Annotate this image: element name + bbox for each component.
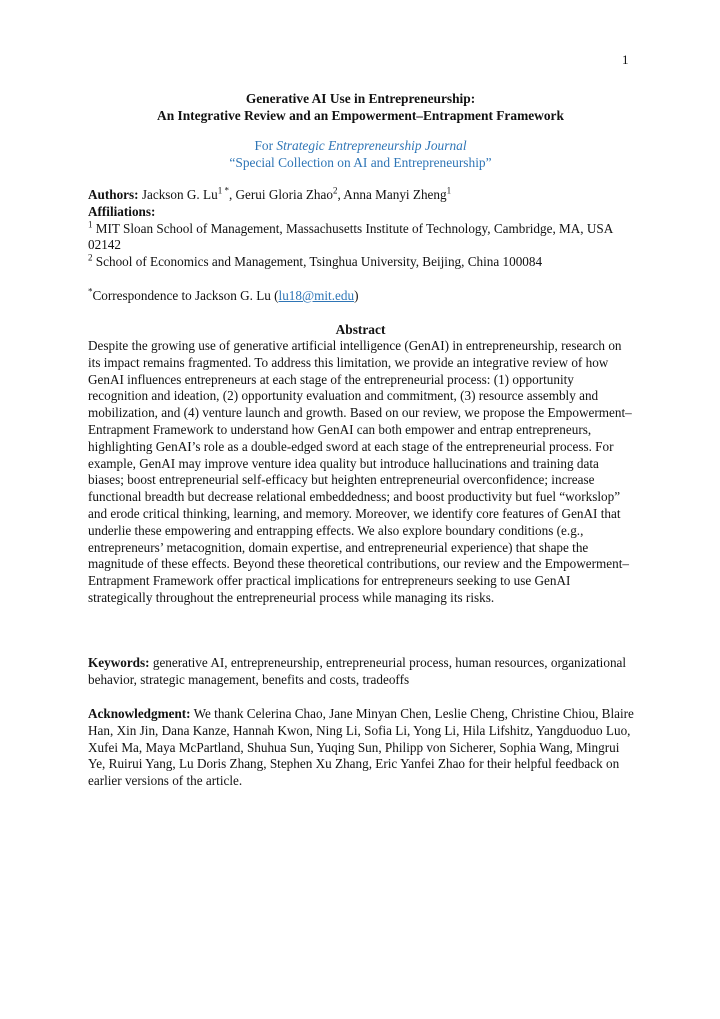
correspondence-text: Correspondence to Jackson G. Lu ( xyxy=(92,288,279,303)
journal-line xyxy=(88,137,633,154)
page-number: 1 xyxy=(622,52,629,67)
abstract-title: Abstract xyxy=(335,322,386,337)
journal-collection: “Special Collection on AI and Entrepreneurship” xyxy=(229,155,492,170)
correspondence-sup: * xyxy=(88,286,93,297)
keywords-block xyxy=(88,655,636,689)
affiliation-1-sup: 1 xyxy=(88,219,93,230)
affiliation-2-text: School of Economics and Management, Tsinghua University, Beijing, China 100084 xyxy=(92,254,543,270)
authors-label: Authors: xyxy=(88,187,139,202)
authors-line xyxy=(88,187,636,204)
journal-info xyxy=(88,137,633,171)
title-line-1: Generative AI Use in Entrepreneurship: xyxy=(245,91,476,106)
journal-prefix: For xyxy=(254,138,277,153)
acknowledgment-block xyxy=(88,706,636,790)
abstract-text: Despite the growing use of generative artificial intelligence (GenAI) in entrepreneurship, research on its impact remains fragmented. To address this limitation, we provide an integrative review of how GenAI influences entrepreneurs at each stage of the entrepreneurial process: (1) opportunity recognition and ideation, (2) opportunity evaluation and commitment, (3) resource assembly and mobilization, and (4) venture launch and growth. Based on our review, we propose the Empowerment–Entrapment Framework to understand how GenAI can both empower and entrap entrepreneurs, highlighting GenAI’s role as a double-edged sword at each stage of the entrepreneurial process. For example, GenAI may improve venture idea quality but introduce hallucinations and training data biases; boost entrepreneurial self-efficacy but heighten entrepreneurial overconfidence; increase functional breadth but decrease relational embeddedness; and boost productivity but fuel “workslop” and erode critical thinking, learning, and memory. Moreover, we identify core features of GenAI that underlie these empowering and entrapping effects. We also explore boundary conditions (e.g., entrepreneurs’ metacognition, domain expertise, and entrepreneurial experience) that shape the magnitude of these effects. Beyond these theoretical contributions, our review and the Empowerment–Entrapment Framework offer practical implications for entrepreneurs seeking to use GenAI strategically throughout the entrepreneurial process while managing its risks. xyxy=(88,338,632,605)
affiliation-1-text: MIT Sloan School of Management, Massachusetts Institute of Technology, Cambridge, MA, USA 02142 xyxy=(88,220,613,253)
acknowledgment-label: Acknowledgment: xyxy=(88,706,191,721)
authors-block xyxy=(88,187,636,271)
keywords-label: Keywords: xyxy=(88,655,150,670)
keywords-text: generative AI, entrepreneurship, entrepreneurial process, human resources, organizational behavior, strategic management, benefits and costs, tradeoffs xyxy=(88,655,627,687)
email-link[interactable]: lu18@mit.edu xyxy=(278,288,355,303)
title-line-2: An Integrative Review and an Empowerment–Entrapment Framework xyxy=(157,108,564,123)
author-3-sup: 1 xyxy=(446,185,452,196)
acknowledgment-text: We thank Celerina Chao, Jane Minyan Chen, Leslie Cheng, Christine Chiou, Blaire Han, Xin Jin, Dana Kanze, Hannah Kwon, Ning Li, Sofia Li, Yong Li, Hila Lifshitz, Yangduoduo Luo, Xufei Ma, Maya McPartland, Shuhua Sun, Yuqing Sun, Philipp von Sicherer, Sophia Wang, Mingrui Ye, Ruirui Yang, Lu Doris Zhang, Stephen Xu Zhang, Eric Yanfei Zhao for their helpful feedback on earlier versions of the article. xyxy=(88,706,634,789)
author-2-sup: 2 xyxy=(332,185,338,196)
author-1-sup: 1 * xyxy=(217,185,229,196)
author-2: , Gerui Gloria Zhao xyxy=(228,187,333,202)
affiliation-1 xyxy=(88,221,636,255)
affiliations-label: Affiliations: xyxy=(88,203,156,219)
journal-name: Strategic Entrepreneurship Journal xyxy=(276,138,467,153)
paper-title xyxy=(88,90,633,124)
author-3: , Anna Manyi Zheng xyxy=(337,187,447,202)
affiliation-2-sup: 2 xyxy=(88,252,93,263)
affiliations-label-line xyxy=(88,204,636,221)
affiliation-2 xyxy=(88,254,636,271)
correspondence xyxy=(88,288,636,305)
author-1: Jackson G. Lu xyxy=(138,187,218,202)
correspondence-close: ) xyxy=(354,288,359,303)
